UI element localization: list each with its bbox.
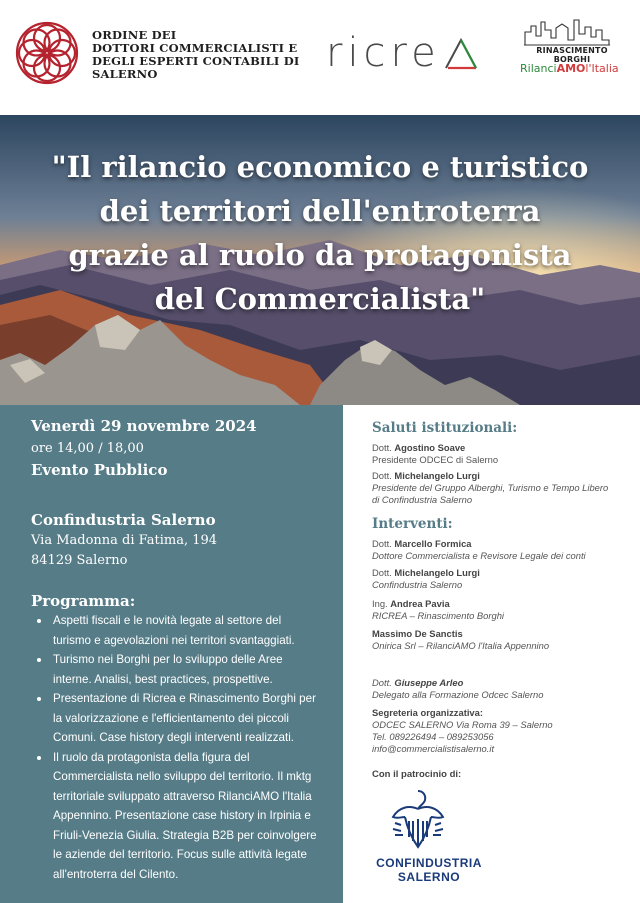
event-info-panel — [0, 405, 343, 903]
speaker-fullname: Marcello Formica — [394, 538, 472, 549]
borghi-name: RINASCIMENTO BORGHI — [536, 46, 608, 64]
delegato-role: Delegato alla Formazione Odcec Salerno — [372, 689, 544, 700]
event-venue: Confindustria Salerno — [31, 511, 216, 529]
confindustria-line: SALERNO — [397, 870, 461, 884]
programma-heading: Programma: — [31, 592, 136, 610]
delegato-entry — [372, 677, 634, 701]
programma-line: Turismo nei Borghi per lo sviluppo delle Aree — [53, 653, 283, 666]
venue-street: Via Madonna di Fatima, 194 — [31, 533, 218, 548]
speaker-fullname: Michelangelo Lurgi — [394, 470, 480, 481]
speaker-entry — [372, 442, 634, 466]
speaker-title: Dott. — [372, 442, 395, 453]
saluti-heading: Saluti istituzionali: — [372, 420, 518, 436]
segreteria-title: Segreteria organizzativa: — [372, 707, 483, 718]
odcec-line: DOTTORI COMMERCIALISTI E — [92, 41, 298, 55]
title-line: del Commercialista" — [154, 282, 486, 316]
confindustria-line: CONFINDUSTRIA — [376, 856, 482, 870]
confindustria-eagle-icon — [387, 787, 449, 851]
odcec-line: DEGLI ESPERTI CONTABILI DI — [92, 54, 300, 68]
delegato-title: Dott. — [372, 677, 395, 688]
programma-line: Presentazione di Ricrea e Rinascimento Borghi per — [53, 692, 316, 705]
speaker-role: Presidente del Gruppo Alberghi, Turismo e Tempo Libero — [372, 482, 609, 493]
speaker-name — [372, 470, 634, 482]
delegato-fullname: Giuseppe Arleo — [394, 677, 464, 688]
rilanciamo-logo — [520, 62, 624, 92]
speaker-name — [372, 442, 634, 454]
ricrea-logo-text: ricre — [326, 30, 441, 76]
speaker-title: Ing. — [372, 598, 391, 609]
hero-banner — [0, 115, 640, 405]
programma-line: Appennino. Presentazione case history in Irpinia e — [53, 809, 311, 822]
speaker-entry — [372, 567, 634, 591]
bullet-icon — [37, 619, 41, 623]
header-logos — [0, 0, 640, 115]
confindustria-name — [359, 856, 499, 884]
programma-line: Friuli-Venezia Giulia. Strategia B2B per coinvolgere — [53, 828, 317, 842]
speaker-title: Dott. — [372, 538, 395, 549]
borghi-skyline-icon — [524, 18, 610, 46]
odcec-name — [92, 28, 300, 81]
speaker-role: Onirica Srl – RilanciAMO l'Italia Appennino — [372, 640, 550, 651]
interventi-heading: Interventi: — [372, 516, 453, 532]
segreteria-address: ODCEC SALERNO Via Roma 39 – Salerno — [372, 719, 553, 730]
speaker-role: Dottore Commercialista e Revisore Legale dei conti — [372, 550, 586, 561]
speaker-entry — [372, 470, 634, 506]
speaker-title: Dott. — [372, 567, 395, 578]
programma-line: le aziende del territorio. Focus sulle attività legate — [53, 848, 307, 861]
bullet-icon — [37, 756, 41, 760]
programma-line: territoriale sviluppato attraverso RilanciAMO l'Italia — [53, 789, 312, 803]
speaker-name — [372, 628, 634, 640]
speaker-fullname: Massimo De Sanctis — [372, 628, 463, 639]
title-line: dei territori dell'entroterra — [99, 194, 541, 228]
event-time: ore 14,00 / 18,00 — [31, 441, 144, 456]
event-date: Venerdì 29 novembre 2024 — [31, 417, 257, 435]
programma-item — [37, 650, 337, 689]
programma-item — [37, 748, 337, 885]
amo-text: AMO — [556, 62, 586, 75]
speaker-role: RICREA – Rinascimento Borghi — [372, 610, 504, 621]
programma-line: all'entroterra del Cilento. — [53, 867, 179, 881]
programma-line: Comuni. Case history degli interventi realizzati. — [53, 731, 294, 744]
programma-line: Commercialista nello sviluppo del territorio. Il mktg — [53, 770, 312, 783]
italia-text: l'Italia — [585, 62, 619, 75]
ricrea-triangle-icon — [444, 36, 478, 72]
speaker-name — [372, 538, 634, 550]
odcec-line: ORDINE DEI — [92, 28, 177, 42]
programma-list — [37, 611, 337, 884]
speaker-name — [372, 598, 634, 610]
delegato-name — [372, 677, 634, 689]
programma-item — [37, 611, 337, 650]
speaker-fullname: Michelangelo Lurgi — [394, 567, 480, 578]
speaker-title: Dott. — [372, 470, 395, 481]
speaker-fullname: Andrea Pavia — [390, 598, 450, 609]
rilanci-text: Rilanci — [520, 62, 557, 75]
bullet-icon — [37, 697, 41, 701]
programma-line: Il ruolo da protagonista della figura del — [53, 750, 250, 764]
speaker-role: Presidente ODCEC di Salerno — [372, 454, 499, 465]
speaker-entry — [372, 598, 634, 622]
odcec-logo — [14, 20, 80, 86]
speaker-entry — [372, 538, 634, 562]
patrocinio-label: Con il patrocinio di: — [372, 769, 462, 780]
programma-line: turismo e agevolazioni nei territori svantaggiati. — [53, 633, 295, 647]
bullet-icon — [37, 658, 41, 662]
title-line: "Il rilancio economico e turistico — [51, 150, 589, 184]
odcec-line: SALERNO — [92, 67, 158, 81]
programma-line: la valorizzazione e l'efficientamento dei piccoli — [53, 711, 289, 725]
venue-city: 84129 Salerno — [31, 553, 128, 568]
programma-item — [37, 689, 337, 748]
speaker-name — [372, 567, 634, 579]
speakers-panel — [343, 405, 640, 903]
speaker-fullname: Agostino Soave — [394, 442, 466, 453]
event-title — [20, 145, 620, 321]
title-line: grazie al ruolo da protagonista — [68, 238, 572, 272]
programma-line: Aspetti fiscali e le novità legate al settore del — [53, 614, 282, 627]
segreteria-email: info@commercialistisalerno.it — [372, 743, 495, 754]
speaker-role: Confindustria Salerno — [372, 579, 463, 590]
segreteria-phone: Tel. 089226494 – 089253056 — [372, 731, 494, 742]
segreteria-block — [372, 707, 634, 755]
event-type: Evento Pubblico — [31, 461, 168, 479]
speaker-entry — [372, 628, 634, 652]
programma-line: interne. Analisi, best practices, prospettive. — [53, 672, 273, 686]
segreteria-heading — [372, 707, 634, 719]
speaker-role: di Confindustria Salerno — [372, 494, 473, 505]
